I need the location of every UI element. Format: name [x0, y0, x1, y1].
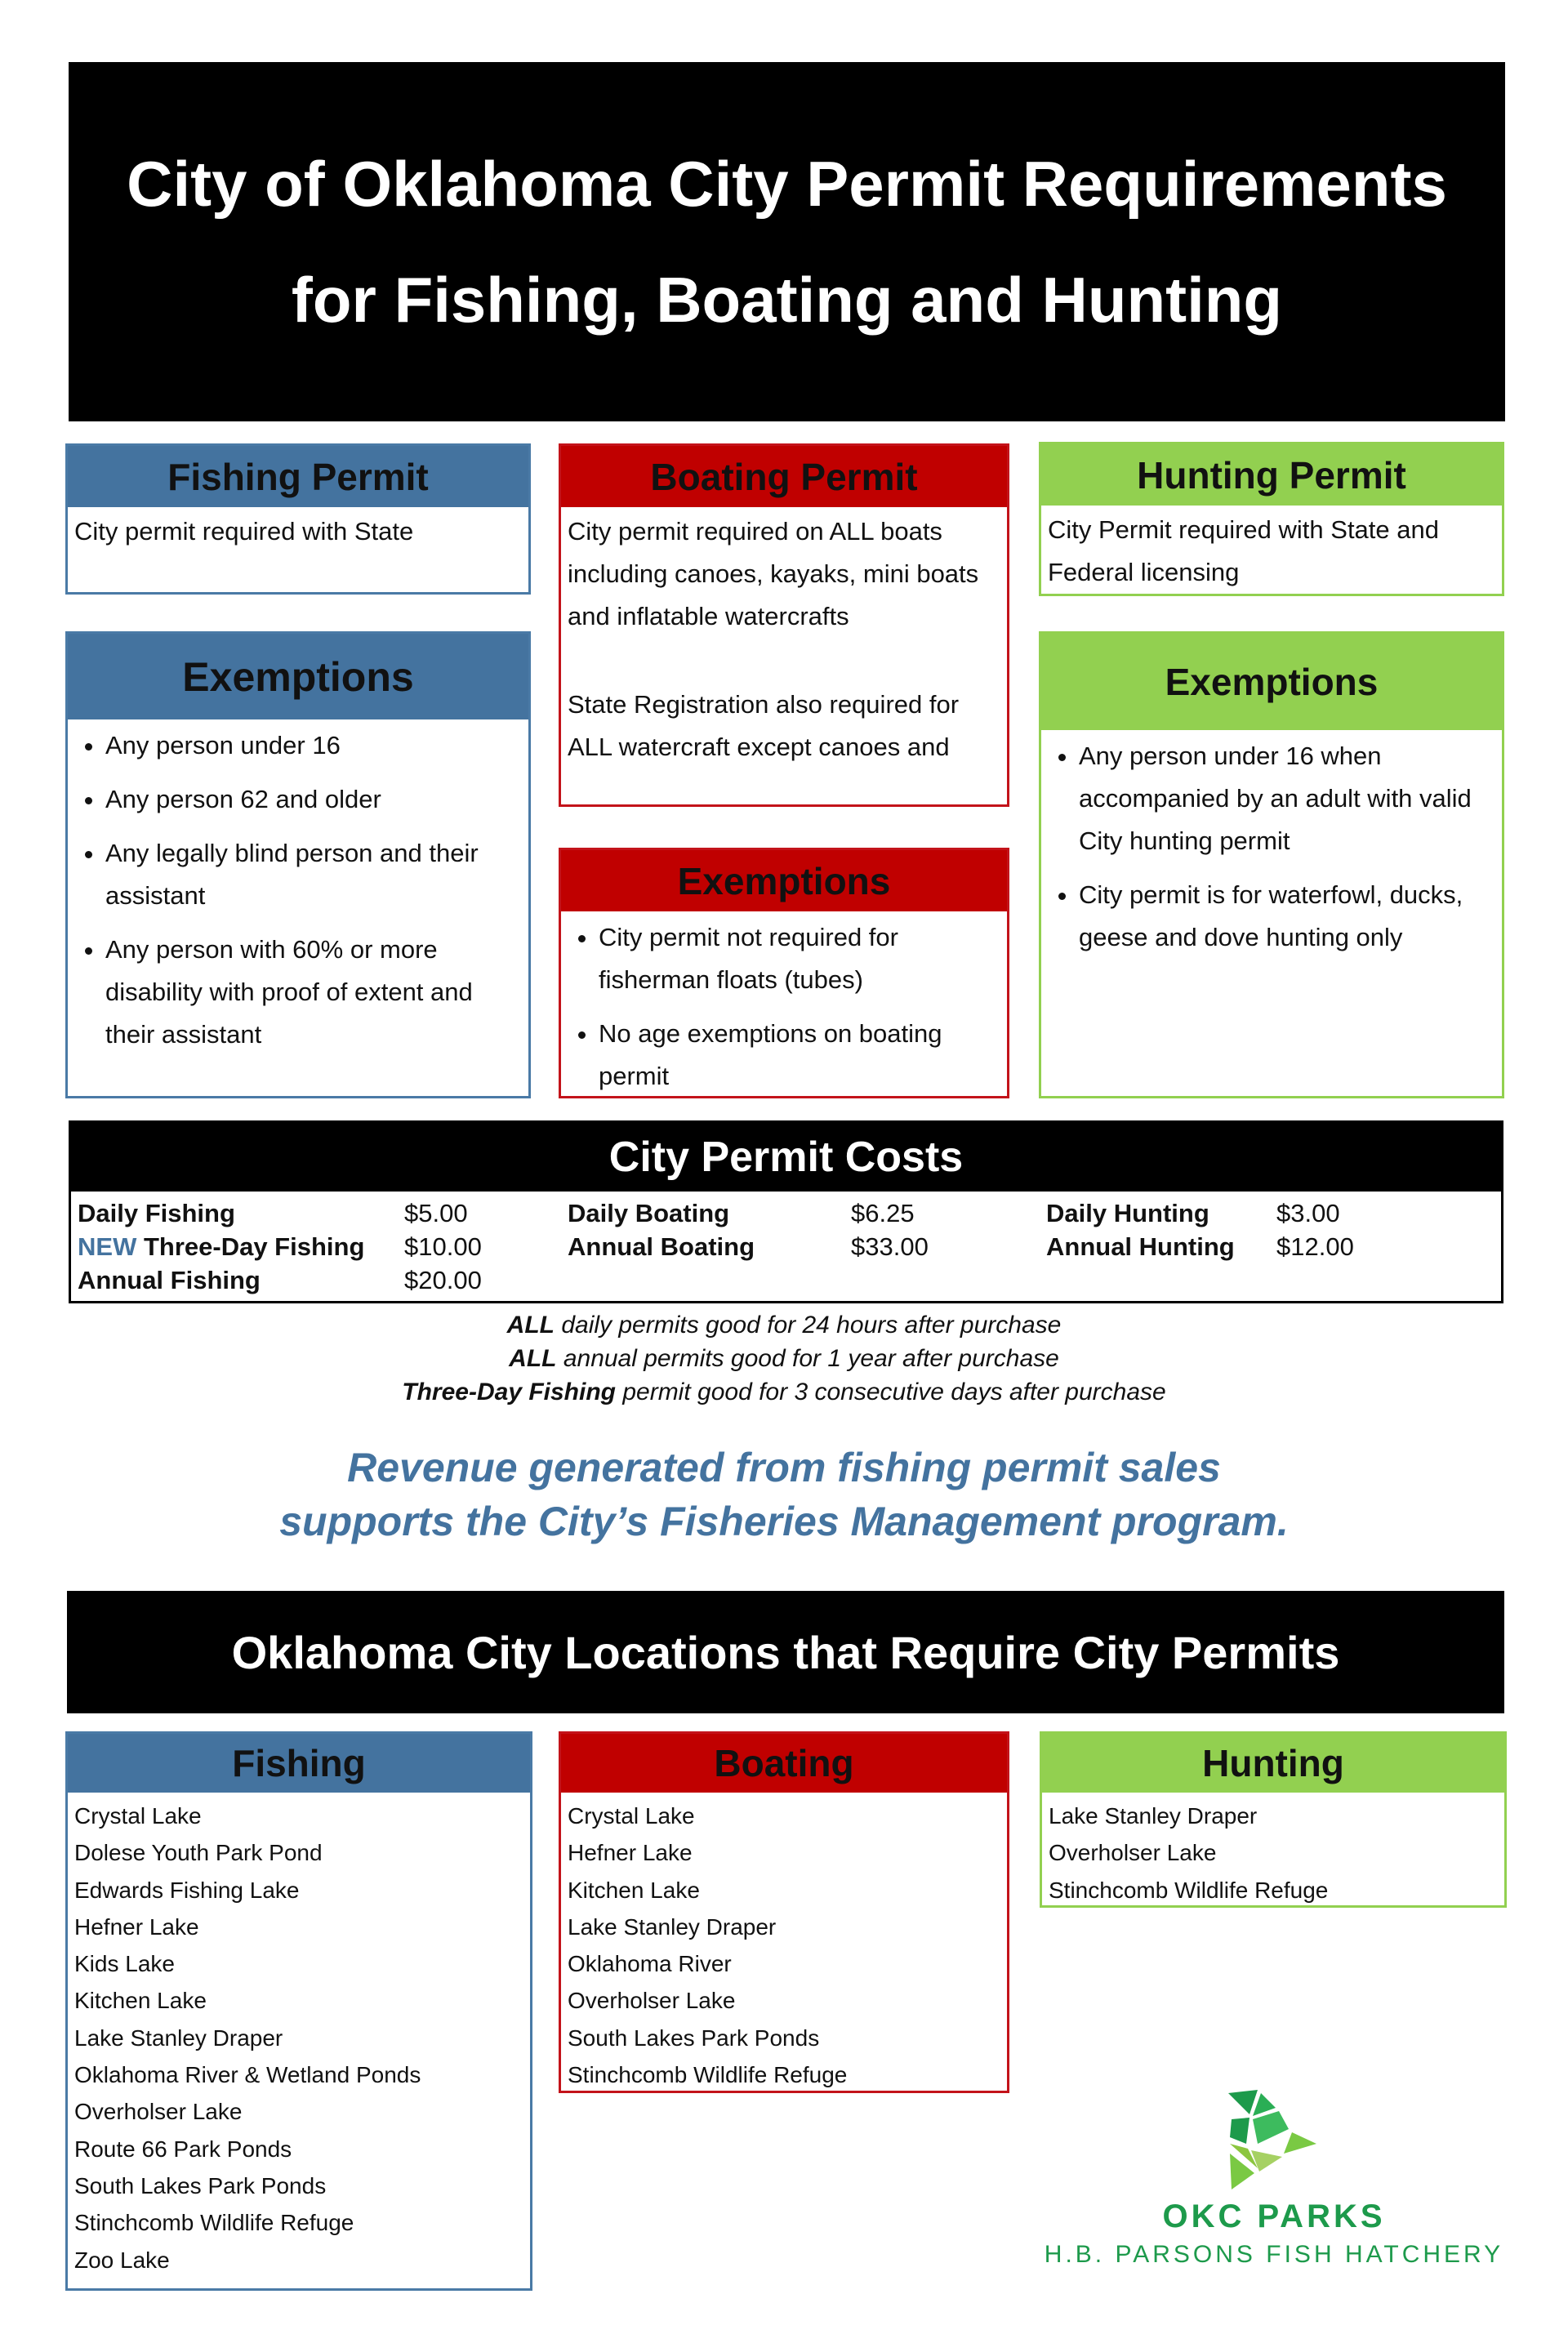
annual-fishing-label: Annual Fishing — [78, 1266, 261, 1294]
three-day-fishing-price: $10.00 — [404, 1232, 482, 1261]
list-item: • Any legally blind person and their assistant — [105, 832, 523, 917]
permit-costs-header: City Permit Costs — [71, 1123, 1501, 1192]
hunting-locations-list — [1042, 1793, 1504, 1909]
list-item: Kids Lake — [74, 1951, 175, 1977]
fishing-exemptions-card — [65, 631, 531, 1098]
three-day-fishing-label — [78, 1230, 364, 1263]
new-badge: NEW — [78, 1232, 137, 1261]
list-item: Hefner Lake — [568, 1840, 693, 1866]
list-item: Zoo Lake — [74, 2247, 170, 2273]
note-all-bold: ALL — [506, 1312, 555, 1339]
daily-fishing-label: Daily Fishing — [78, 1199, 235, 1227]
list-item: South Lakes Park Ponds — [568, 2025, 820, 2051]
hunting-locations-header: Hunting — [1042, 1734, 1504, 1793]
list-item: Oklahoma River & Wetland Ponds — [74, 2062, 421, 2088]
boating-locations-card — [559, 1731, 1009, 2093]
list-item: Dolese Youth Park Pond — [74, 1840, 323, 1866]
list-item: Kitchen Lake — [74, 1988, 207, 2014]
boating-exemptions-list — [561, 916, 1007, 1098]
list-item: • City permit is for waterfowl, ducks, geese and dove hunting only — [1079, 874, 1497, 959]
three-day-fishing-text: Three-Day Fishing — [143, 1232, 365, 1261]
okc-parks-logo-text: OKC PARKS — [1162, 2198, 1386, 2234]
note-text: permit good for 3 consecutive days after purchase — [616, 1379, 1166, 1405]
list-item: Overholser Lake — [74, 2099, 243, 2125]
list-item: Stinchcomb Wildlife Refuge — [1049, 1877, 1329, 1903]
hunting-exemptions-header: Exemptions — [1041, 634, 1502, 730]
fishing-permit-text: City permit required with State — [74, 517, 414, 546]
fishing-permit-card — [65, 443, 531, 595]
list-item: Crystal Lake — [568, 1803, 695, 1829]
daily-hunting-price: $3.00 — [1276, 1199, 1340, 1227]
boating-locations-list — [561, 1793, 1007, 2093]
list-item: Lake Stanley Draper — [1049, 1803, 1258, 1829]
list-item: South Lakes Park Ponds — [74, 2172, 327, 2198]
fish-hatchery-logo-text: H.B. PARSONS FISH HATCHERY — [1044, 2241, 1504, 2268]
boating-permit-header: Boating Permit — [561, 446, 1007, 507]
note-three-day — [0, 1375, 1568, 1409]
fishing-permit-header: Fishing Permit — [68, 446, 528, 507]
fishing-exemptions-header: Exemptions — [68, 634, 528, 719]
hunting-locations-card — [1040, 1731, 1507, 1908]
hunting-permit-header: Hunting Permit — [1041, 444, 1502, 506]
list-item: • No age exemptions on boating permit — [599, 1013, 1002, 1098]
list-item: Edwards Fishing Lake — [74, 1877, 300, 1903]
locations-title: Oklahoma City Locations that Require City Permits — [67, 1591, 1504, 1713]
hunting-exemptions-list — [1041, 735, 1502, 959]
note-text: annual permits good for 1 year after purchase — [556, 1345, 1059, 1372]
fishing-locations-header: Fishing — [68, 1734, 530, 1793]
boating-permit-text: City permit required on ALL boats including canoes, kayaks, mini boats and inflatable watercrafts — [568, 517, 979, 630]
hunting-exemptions-card — [1039, 631, 1504, 1098]
note-annual — [0, 1342, 1568, 1375]
list-item: • Any person under 16 when accompanied by an adult with valid City hunting permit — [1079, 735, 1497, 862]
okc-parks-leaf-icon — [1225, 2087, 1321, 2193]
page-title-line1: City of Oklahoma City Permit Requirements — [127, 148, 1447, 220]
boating-exemptions-card — [559, 848, 1009, 1098]
permit-costs-table — [69, 1120, 1503, 1303]
boating-exemptions-header: Exemptions — [561, 850, 1007, 911]
daily-hunting-label: Daily Hunting — [1046, 1199, 1209, 1227]
list-item: Oklahoma River — [568, 1951, 732, 1977]
fishing-locations-card — [65, 1731, 532, 2291]
list-item: Overholser Lake — [1049, 1840, 1217, 1866]
list-item: • City permit not required for fisherman floats (tubes) — [599, 916, 1002, 1001]
hunting-permit-text: City Permit required with State and Federal licensing — [1048, 515, 1439, 586]
daily-boating-label: Daily Boating — [568, 1199, 730, 1227]
boating-registration-text: State Registration also required for ALL watercraft except canoes and — [568, 690, 960, 761]
list-item: Lake Stanley Draper — [74, 2025, 283, 2051]
annual-boating-label: Annual Boating — [568, 1232, 755, 1261]
page-title-banner — [69, 62, 1505, 421]
annual-fishing-price: $20.00 — [404, 1266, 482, 1294]
fishing-exemptions-list — [68, 724, 528, 1056]
note-all-bold: ALL — [509, 1345, 557, 1372]
revenue-line2: supports the City’s Fisheries Management program. — [279, 1499, 1289, 1544]
list-item: Kitchen Lake — [568, 1877, 700, 1903]
list-item: • Any person 62 and older — [105, 778, 523, 821]
page-title-line2: for Fishing, Boating and Hunting — [291, 264, 1283, 336]
list-item: • Any person under 16 — [105, 724, 523, 767]
annual-boating-price: $33.00 — [851, 1232, 929, 1261]
daily-fishing-price: $5.00 — [404, 1199, 468, 1227]
note-text: daily permits good for 24 hours after purchase — [554, 1312, 1062, 1339]
list-item: Hefner Lake — [74, 1913, 199, 1940]
list-item: Stinchcomb Wildlife Refuge — [74, 2210, 354, 2236]
note-three-day-bold: Three-Day Fishing — [402, 1379, 616, 1405]
list-item: Crystal Lake — [74, 1803, 202, 1829]
list-item: Route 66 Park Ponds — [74, 2136, 292, 2162]
list-item: Stinchcomb Wildlife Refuge — [568, 2062, 848, 2088]
hunting-permit-card — [1039, 442, 1504, 596]
boating-locations-header: Boating — [561, 1734, 1007, 1793]
boating-permit-card — [559, 443, 1009, 807]
annual-hunting-label: Annual Hunting — [1046, 1232, 1235, 1261]
note-daily — [0, 1308, 1568, 1342]
annual-hunting-price: $12.00 — [1276, 1232, 1354, 1261]
list-item: Lake Stanley Draper — [568, 1913, 777, 1940]
fishing-locations-list — [68, 1793, 530, 2278]
revenue-line1: Revenue generated from fishing permit sales — [347, 1445, 1221, 1490]
list-item: Overholser Lake — [568, 1988, 736, 2014]
list-item: • Any person with 60% or more disability with proof of extent and their assistant — [105, 929, 523, 1056]
daily-boating-price: $6.25 — [851, 1199, 915, 1227]
